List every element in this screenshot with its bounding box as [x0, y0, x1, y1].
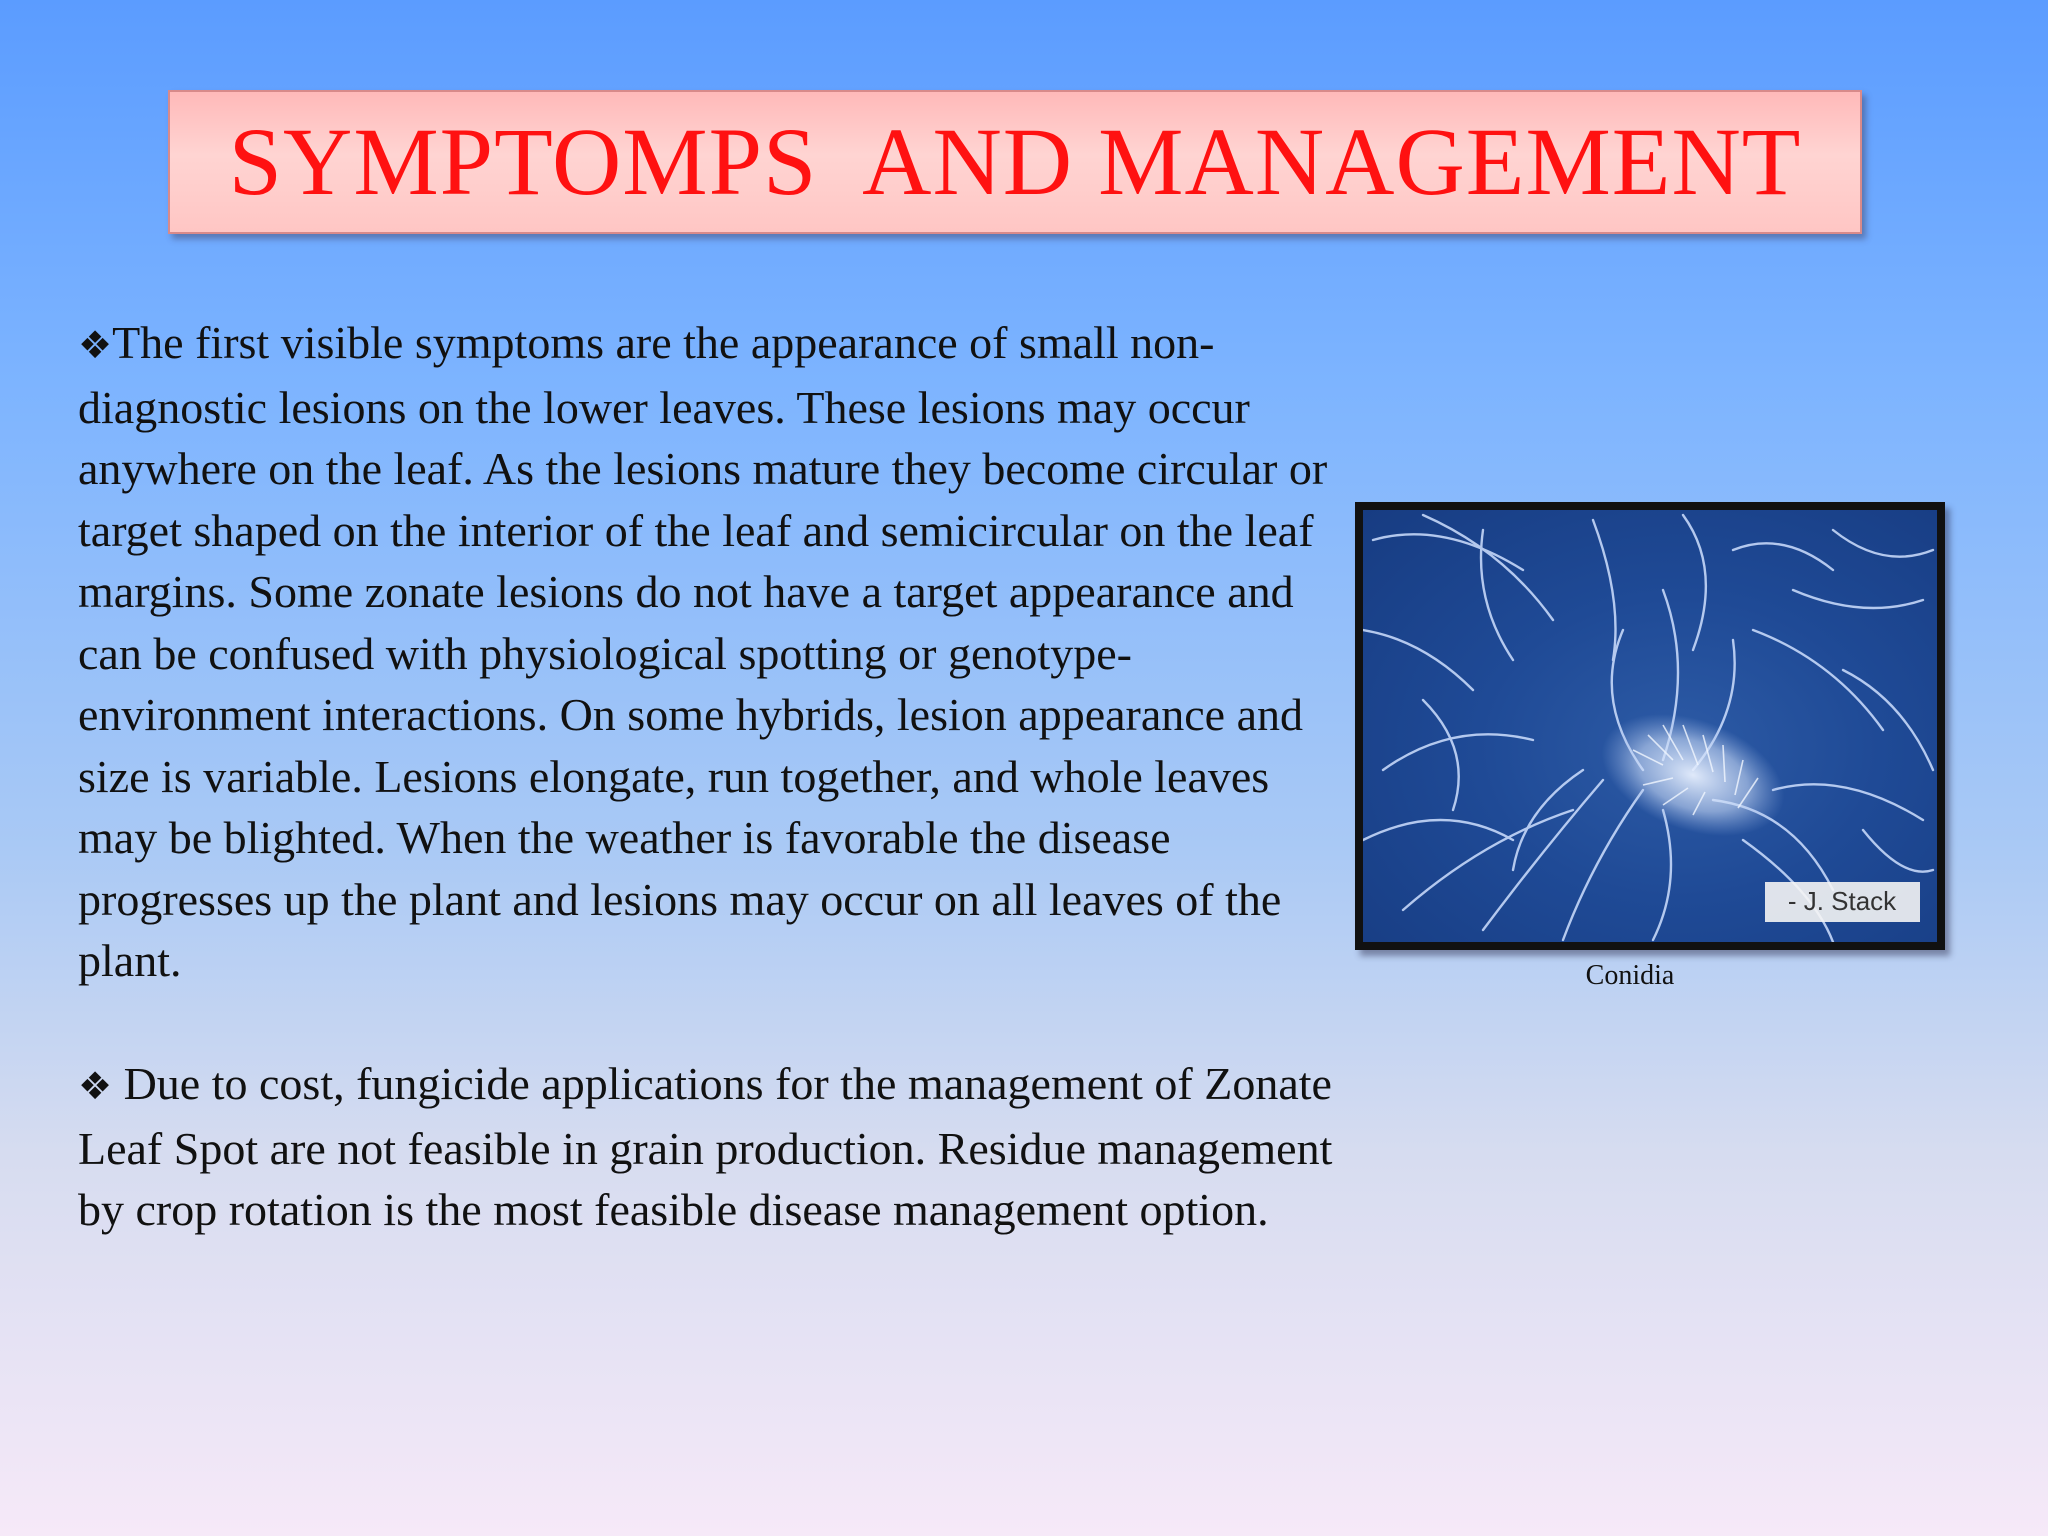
bullet-diamond-icon: ❖ [78, 323, 113, 367]
slide-body [78, 312, 1338, 1241]
conidia-photo [1355, 502, 1945, 950]
conidia-micrograph [1363, 510, 1937, 942]
paragraph-symptoms-text: The first visible symptoms are the appearance of small non-diagnostic lesions on the lower leaves. These lesions may occur anywhere on the leaf. As the lesions mature they become circular or target shaped on the interior of the leaf and semicircular on the leaf margins. Some zonate lesions do not have a target appearance and can be confused with physiological spotting or genotype-environment interactions. On some hybrids, lesion appearance and size is variable. Lesions elongate, run together, and whole leaves may be blighted. When the weather is favorable the disease progresses up the plant and lesions may occur on all leaves of the plant. [78, 317, 1328, 986]
paragraph-symptoms [78, 312, 1338, 992]
bullet-diamond-icon: ❖ [78, 1064, 113, 1108]
watermark-label [1765, 882, 1920, 922]
paragraph-management-text: Due to cost, fungicide applications for the management of Zonate Leaf Spot are not feasible in grain production. Residue management by crop rotation is the most feasible disease management option. [78, 1058, 1333, 1235]
watermark-text: - J. Stack [1787, 886, 1897, 916]
title-banner [168, 90, 1862, 234]
image-caption: Conidia [1585, 960, 1675, 991]
slide-title: SYMPTOMPS AND MANAGEMENT [228, 108, 1802, 215]
paragraph-management [78, 1053, 1338, 1241]
